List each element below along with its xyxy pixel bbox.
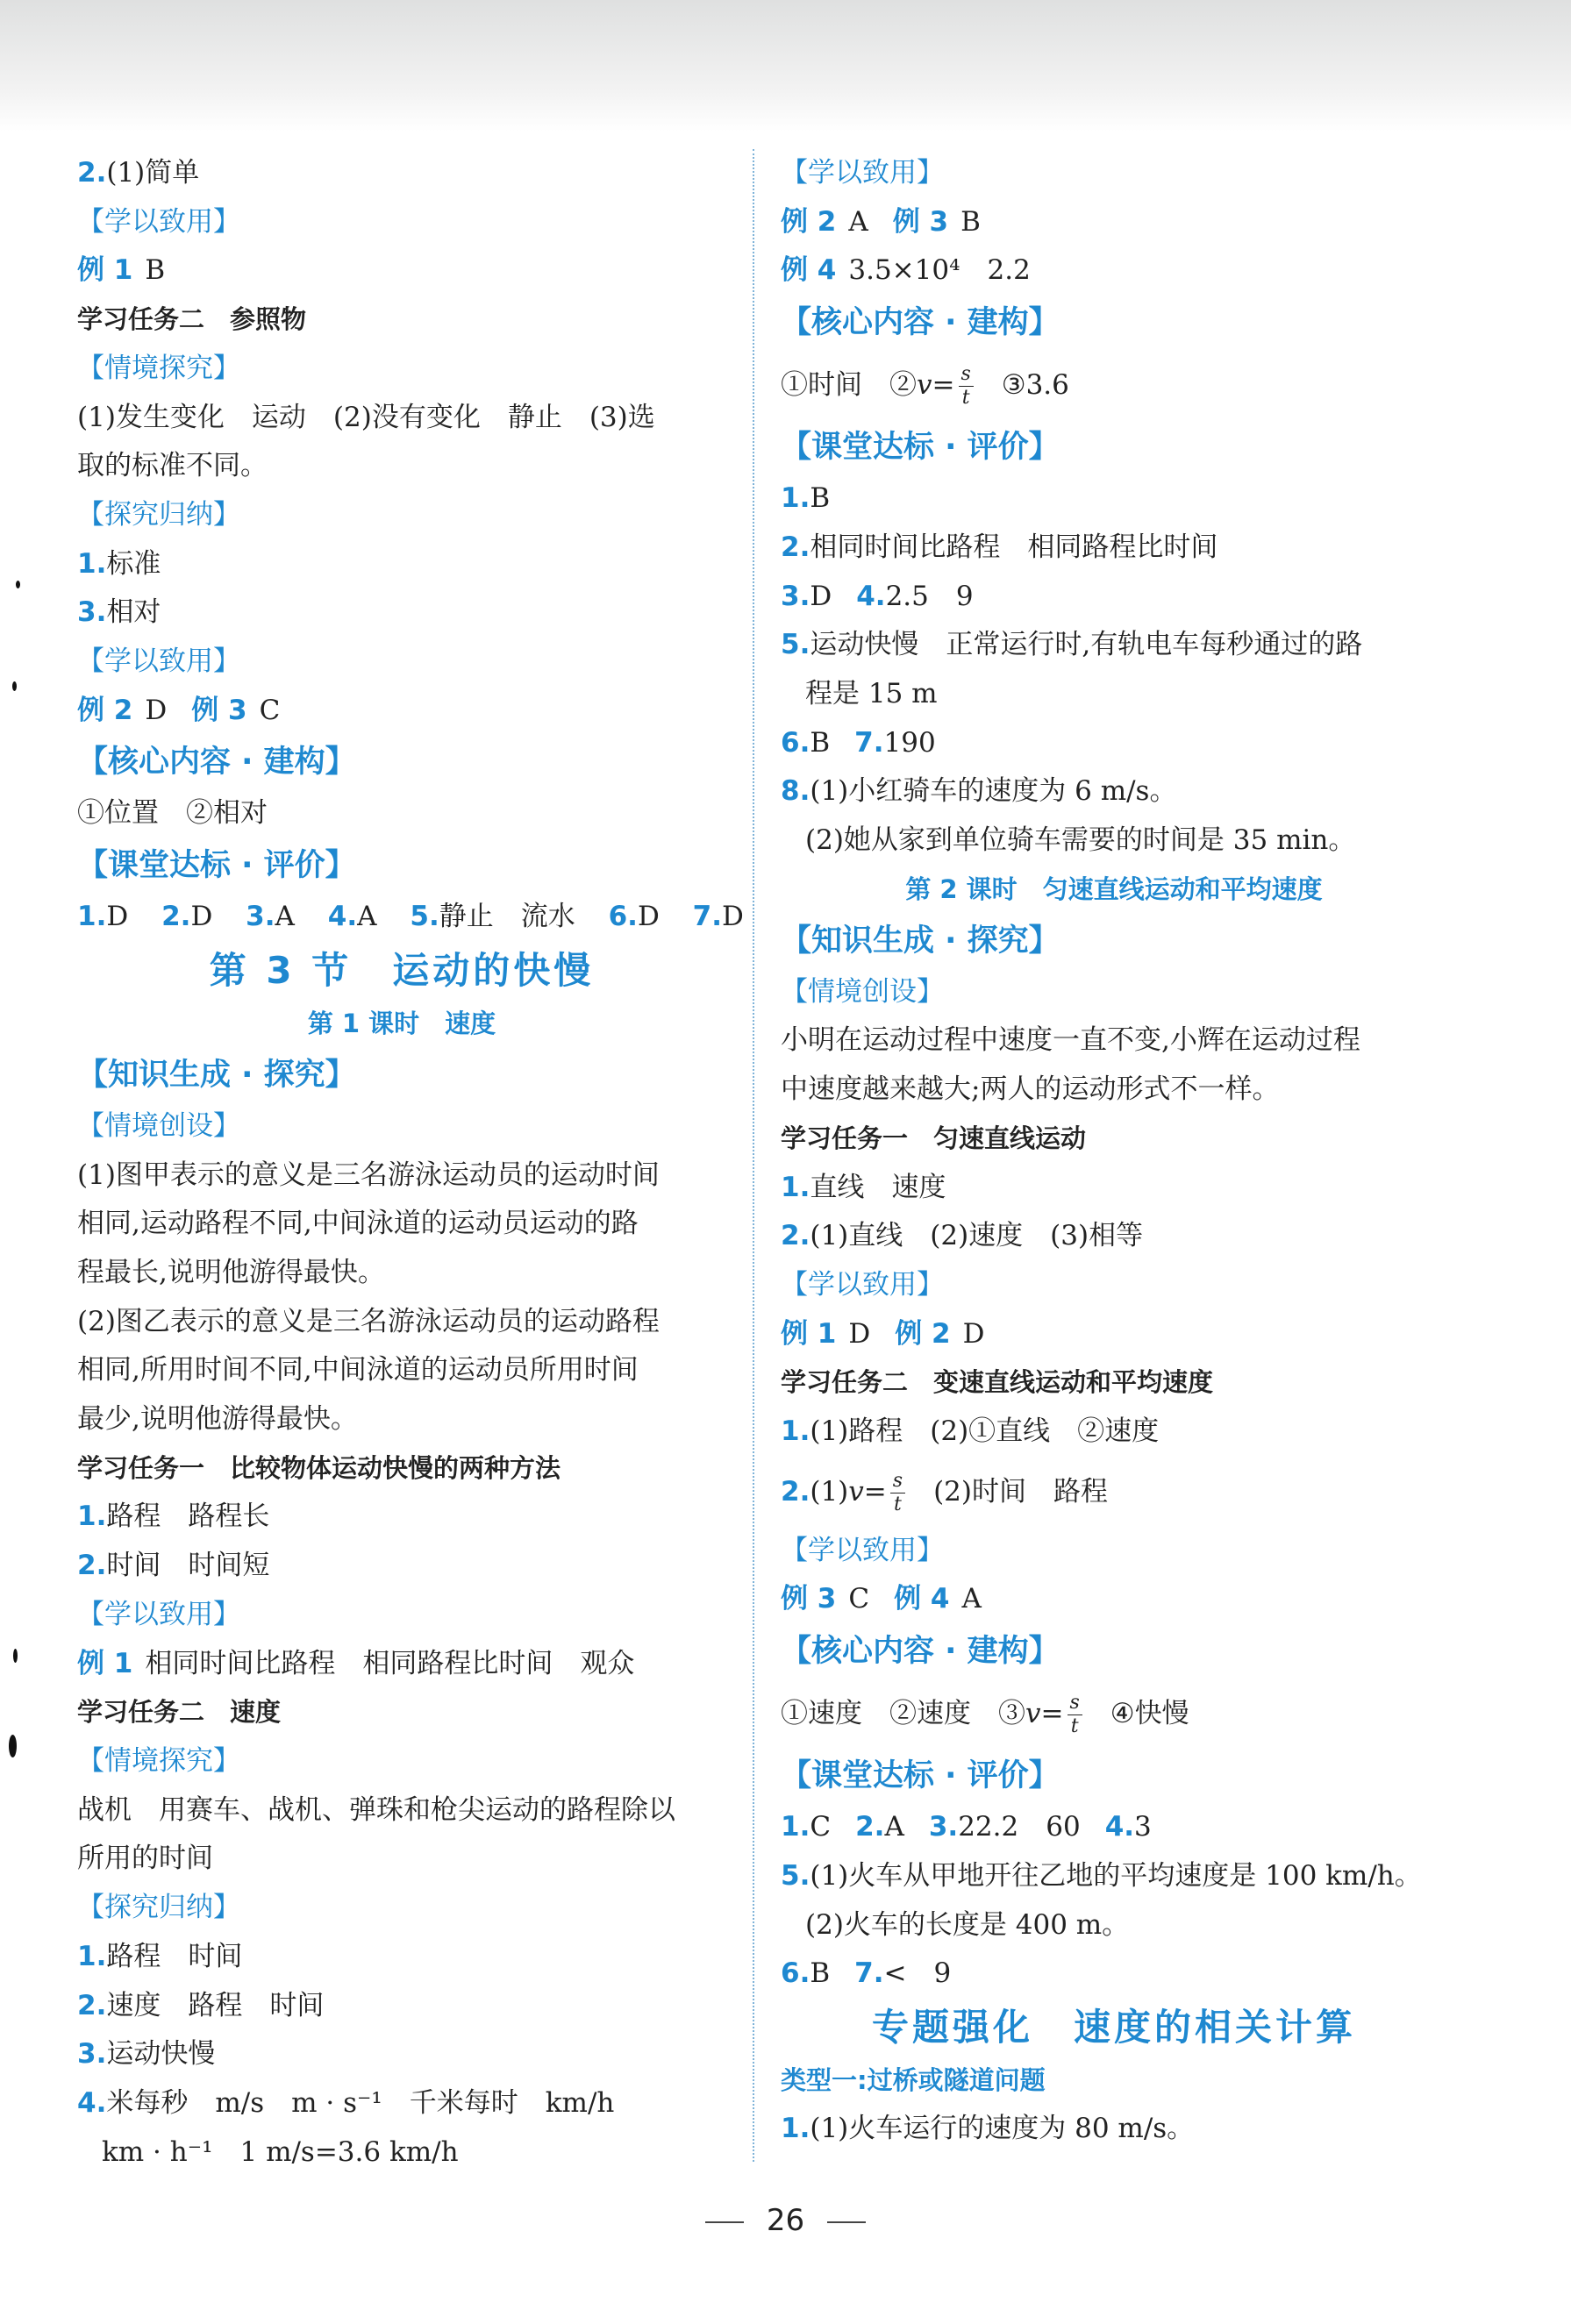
type-heading: 类型一:过桥或隧道问题 [781, 2064, 1046, 2095]
fraction-s-over-t: $\frac{s}{t}$ [1068, 1692, 1082, 1738]
answer-line: 4.米每秒 m/s m · s⁻¹ 千米每时 km/h [77, 2086, 615, 2119]
paragraph-line: 相同,运动路程不同,中间泳道的运动员运动的路 [77, 1208, 639, 1240]
answer-line: 3.相对 [77, 596, 161, 629]
task-title: 学习任务一 匀速直线运动 [781, 1123, 1087, 1153]
example-line: 例 1 D 例 2 D [781, 1317, 985, 1350]
core-formula-line: ①时间 ②v= $\frac{s}{t}$ ③3.6 [781, 363, 1069, 410]
scan-mark [9, 1735, 17, 1757]
task-title: 学习任务二 变速直线运动和平均速度 [781, 1367, 1214, 1398]
scan-mark [16, 581, 20, 588]
answer-line: 5.运动快慢 正常运行时,有轨电车每秒通过的路 [781, 629, 1363, 661]
answer-line: 2.时间 时间短 [77, 1550, 270, 1582]
task-title: 学习任务一 比较物体运动快慢的两种方法 [77, 1452, 561, 1483]
answer-line: (2)她从家到单位骑车需要的时间是 35 min。 [805, 824, 1356, 857]
answer-line: km · h⁻¹ 1 m/s=3.6 km/h [102, 2135, 459, 2168]
task-title: 学习任务二 参照物 [77, 304, 307, 335]
eval-heading: 【课堂达标 · 评价】 [781, 430, 1060, 466]
scenario-heading: 【情境创设】 [77, 1109, 240, 1142]
answer-line: 2.速度 路程 时间 [77, 1989, 325, 2021]
answer-line: 1.直线 速度 [781, 1171, 946, 1203]
explore-line: 所用的时间 [77, 1843, 213, 1875]
example-line: 例 2 A 例 3 B [781, 205, 981, 238]
summary-heading: 【探究归纳】 [77, 1892, 240, 1924]
eval-heading: 【课堂达标 · 评价】 [781, 1758, 1060, 1794]
core-text: ①位置 ②相对 [77, 797, 268, 830]
scan-mark [12, 681, 17, 691]
knowledge-heading: 【知识生成 · 探究】 [77, 1057, 356, 1093]
core-formula-line: ①速度 ②速度 ③v= $\frac{s}{t}$ ④快慢 [781, 1692, 1189, 1738]
lesson-title: 第 1 课时 速度 [307, 1008, 496, 1038]
example-line: 例 1 相同时间比路程 相同路程比时间 观众 [77, 1647, 635, 1679]
example-line: 例 2 D 例 3 C [77, 694, 281, 726]
answer-line: 6.B 7.190 [781, 726, 936, 759]
eval-heading: 【课堂达标 · 评价】 [77, 848, 356, 884]
core-heading: 【核心内容 · 建构】 [77, 745, 356, 781]
example-line: 例 4 3.5×10⁴ 2.2 [781, 254, 1031, 287]
core-heading: 【核心内容 · 建构】 [781, 1634, 1060, 1670]
paragraph-line: (2)图乙表示的意义是三名游泳运动员的运动路程 [77, 1305, 660, 1337]
apply-heading: 【学以致用】 [77, 1598, 240, 1630]
special-topic-title: 专题强化 速度的相关计算 [871, 2005, 1356, 2049]
right-column [781, 149, 1447, 2154]
answer-formula-line: 2.(1)v= $\frac{s}{t}$ (2)时间 路程 [781, 1469, 1108, 1515]
answer-line: 1.C 2.A 3.22.2 60 4.3 [781, 1811, 1152, 1843]
answer-line: 1.路程 时间 [77, 1940, 243, 1972]
answer-line: 2.相同时间比路程 相同路程比时间 [781, 531, 1218, 563]
answer-line: 1.路程 路程长 [77, 1501, 270, 1533]
apply-heading: 【学以致用】 [781, 1534, 944, 1566]
answer-line: 程是 15 m [805, 677, 938, 709]
fraction-s-over-t: $\frac{s}{t}$ [959, 363, 974, 410]
answer-line: 1.B [781, 482, 831, 515]
explore-line: 取的标准不同。 [77, 450, 268, 482]
scan-mark [13, 1649, 18, 1663]
column-divider [753, 149, 754, 2162]
task-title: 学习任务二 速度 [77, 1697, 282, 1728]
paragraph-line: 相同,所用时间不同,中间泳道的运动员所用时间 [77, 1354, 639, 1387]
apply-heading: 【学以致用】 [77, 645, 240, 678]
example-line: 例 1 B [77, 254, 166, 287]
answer-line: 2.(1)直线 (2)速度 (3)相等 [781, 1220, 1144, 1252]
scan-top-band [0, 0, 1571, 132]
answer-line: 3.运动快慢 [77, 2038, 216, 2071]
answer-line: 5.(1)火车从甲地开往乙地的平均速度是 100 km/h。 [781, 1859, 1422, 1892]
paragraph-line: 最少,说明他游得最快。 [77, 1403, 358, 1436]
apply-heading: 【学以致用】 [781, 1268, 944, 1301]
page-number: 26 [766, 2203, 805, 2238]
paragraph-line: (1)图甲表示的意义是三名游泳运动员的运动时间 [77, 1158, 660, 1191]
scenario-heading: 【情境探究】 [77, 352, 240, 384]
scenario-heading: 【情境创设】 [781, 975, 944, 1008]
answer-line: 1.(1)路程 (2)①直线 ②速度 [781, 1415, 1160, 1448]
fraction-s-over-t: $\frac{s}{t}$ [890, 1470, 905, 1516]
page-footer [0, 2203, 1571, 2238]
answer-line: 6.B 7.< 9 [781, 1957, 952, 1990]
answer-line: 1.标准 [77, 547, 161, 580]
explore-line: (1)发生变化 运动 (2)没有变化 静止 (3)选 [77, 401, 655, 433]
paragraph-line: 程最长,说明他游得最快。 [77, 1256, 385, 1288]
answer-line: 2.(1)简单 [77, 157, 200, 189]
eval-answers: 1.D 2.D 3.A 4.A 5.静止 流水 6.D 7.D [77, 901, 744, 933]
example-line: 例 3 C 例 4 A [781, 1583, 982, 1615]
answer-line: 3.D 4.2.5 9 [781, 580, 974, 612]
paragraph-line: 中速度越来越大;两人的运动形式不一样。 [781, 1073, 1280, 1106]
apply-heading: 【学以致用】 [781, 157, 944, 189]
left-column [77, 149, 744, 2177]
paragraph-line: 小明在运动过程中速度一直不变,小辉在运动过程 [781, 1024, 1360, 1057]
summary-heading: 【探究归纳】 [77, 498, 240, 531]
footer-dash [705, 2221, 744, 2223]
footer-dash [827, 2221, 866, 2223]
answer-line: 1.(1)火车运行的速度为 80 m/s。 [781, 2112, 1195, 2144]
knowledge-heading: 【知识生成 · 探究】 [781, 923, 1060, 959]
apply-heading: 【学以致用】 [77, 205, 240, 238]
scenario-heading: 【情境探究】 [77, 1744, 240, 1777]
explore-line: 战机 用赛车、战机、弹珠和枪尖运动的路程除以 [77, 1793, 675, 1826]
section-title: 第 3 节 运动的快慢 [209, 948, 595, 992]
answer-line: (2)火车的长度是 400 m。 [805, 1908, 1130, 1941]
answer-line: 8.(1)小红骑车的速度为 6 m/s。 [781, 775, 1177, 808]
core-heading: 【核心内容 · 建构】 [781, 305, 1060, 341]
lesson-title: 第 2 课时 匀速直线运动和平均速度 [905, 873, 1323, 904]
